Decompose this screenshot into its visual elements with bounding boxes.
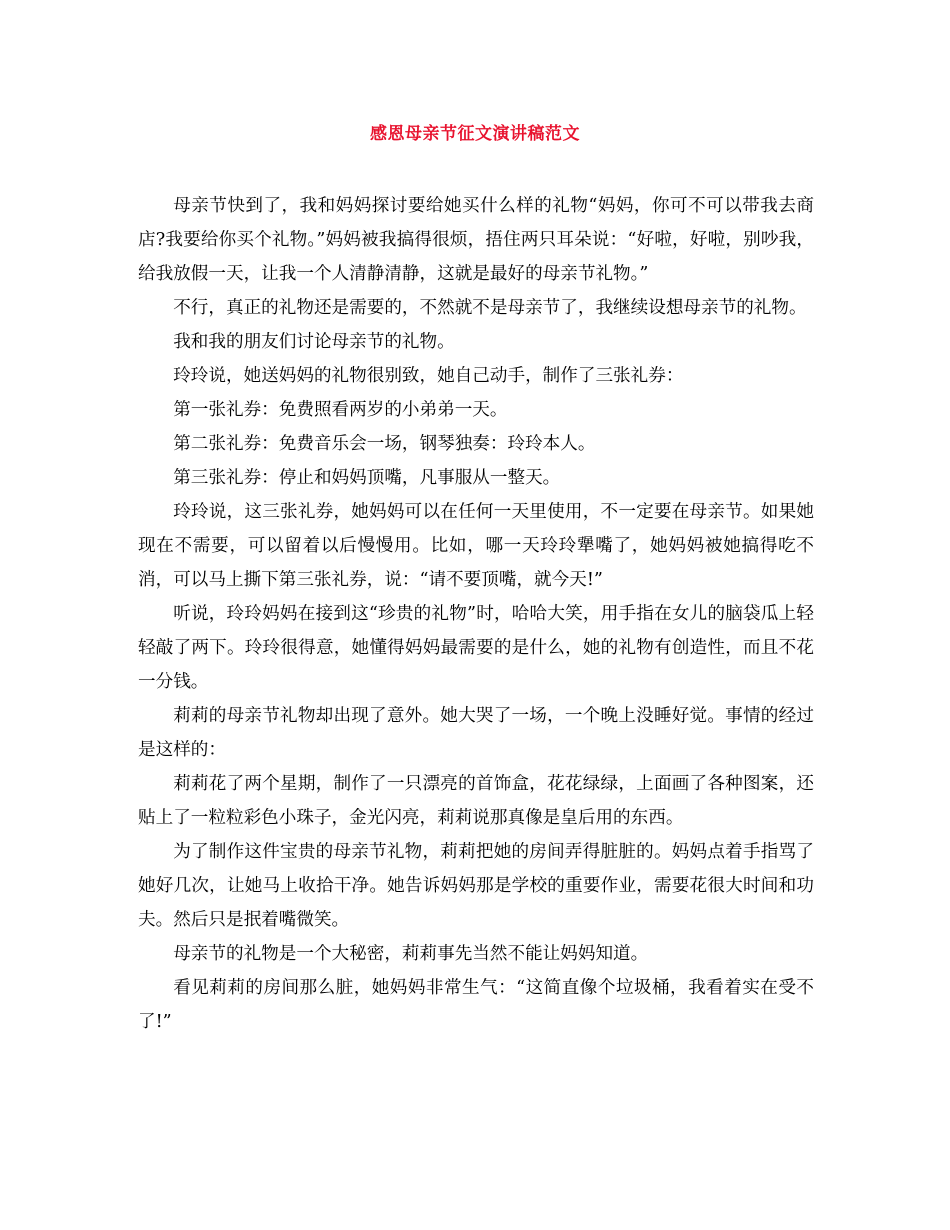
paragraph: 莉莉花了两个星期，制作了一只漂亮的首饰盒，花花绿绿，上面画了各种图案，还贴上了一粒粒彩色小珠子，金光闪亮，莉莉说那真像是皇后用的东西。 <box>138 774 814 828</box>
paragraph: 第一张礼券：免费照看两岁的小弟弟一天。 <box>173 400 508 420</box>
paragraph: 玲玲说，她送妈妈的礼物很别致，她自己动手，制作了三张礼券： <box>173 366 684 386</box>
paragraph: 玲玲说，这三张礼券，她妈妈可以在任何一天里使用，不一定要在母亲节。如果她现在不需要，可以留着以后慢慢用。比如，哪一天玲玲犟嘴了，她妈妈被她搞得吃不消，可以马上撕下第三张礼券，说：“请不要顶嘴，就今天!” <box>138 502 814 590</box>
paragraph: 第二张礼券：免费音乐会一场，钢琴独奏：玲玲本人。 <box>173 434 596 454</box>
paragraph: 母亲节快到了，我和妈妈探讨要给她买什么样的礼物“妈妈，你可不可以带我去商店?我要给你买个礼物。”妈妈被我搞得很烦，捂住两只耳朵说：“好啦，好啦，别吵我，给我放假一天，让我一个人清静清静，这就是最好的母亲节礼物。” <box>138 196 814 284</box>
paragraph: 第三张礼券：停止和妈妈顶嘴，凡事服从一整天。 <box>173 468 561 488</box>
paragraph: 母亲节的礼物是一个大秘密，莉莉事先当然不能让妈妈知道。 <box>173 944 649 964</box>
document-body <box>138 189 814 1039</box>
paragraph: 我和我的朋友们讨论母亲节的礼物。 <box>173 332 455 352</box>
document-title: 感恩母亲节征文演讲稿范文 <box>370 124 580 144</box>
paragraph: 不行，真正的礼物还是需要的，不然就不是母亲节了，我继续设想母亲节的礼物。 <box>173 298 807 318</box>
paragraph: 看见莉莉的房间那么脏，她妈妈非常生气：“这简直像个垃圾桶，我看着实在受不了!” <box>138 978 814 1032</box>
paragraph: 为了制作这件宝贵的母亲节礼物，莉莉把她的房间弄得脏脏的。妈妈点着手指骂了她好几次，让她马上收拾干净。她告诉妈妈那是学校的重要作业，需要花很大时间和功夫。然后只是抿着嘴微笑。 <box>138 842 814 930</box>
paragraph: 莉莉的母亲节礼物却出现了意外。她大哭了一场，一个晚上没睡好觉。事情的经过是这样的： <box>138 706 814 760</box>
paragraph: 听说，玲玲妈妈在接到这“珍贵的礼物”时，哈哈大笑，用手指在女儿的脑袋瓜上轻轻敲了两下。玲玲很得意，她懂得妈妈最需要的是什么，她的礼物有创造性，而且不花一分钱。 <box>138 604 814 692</box>
